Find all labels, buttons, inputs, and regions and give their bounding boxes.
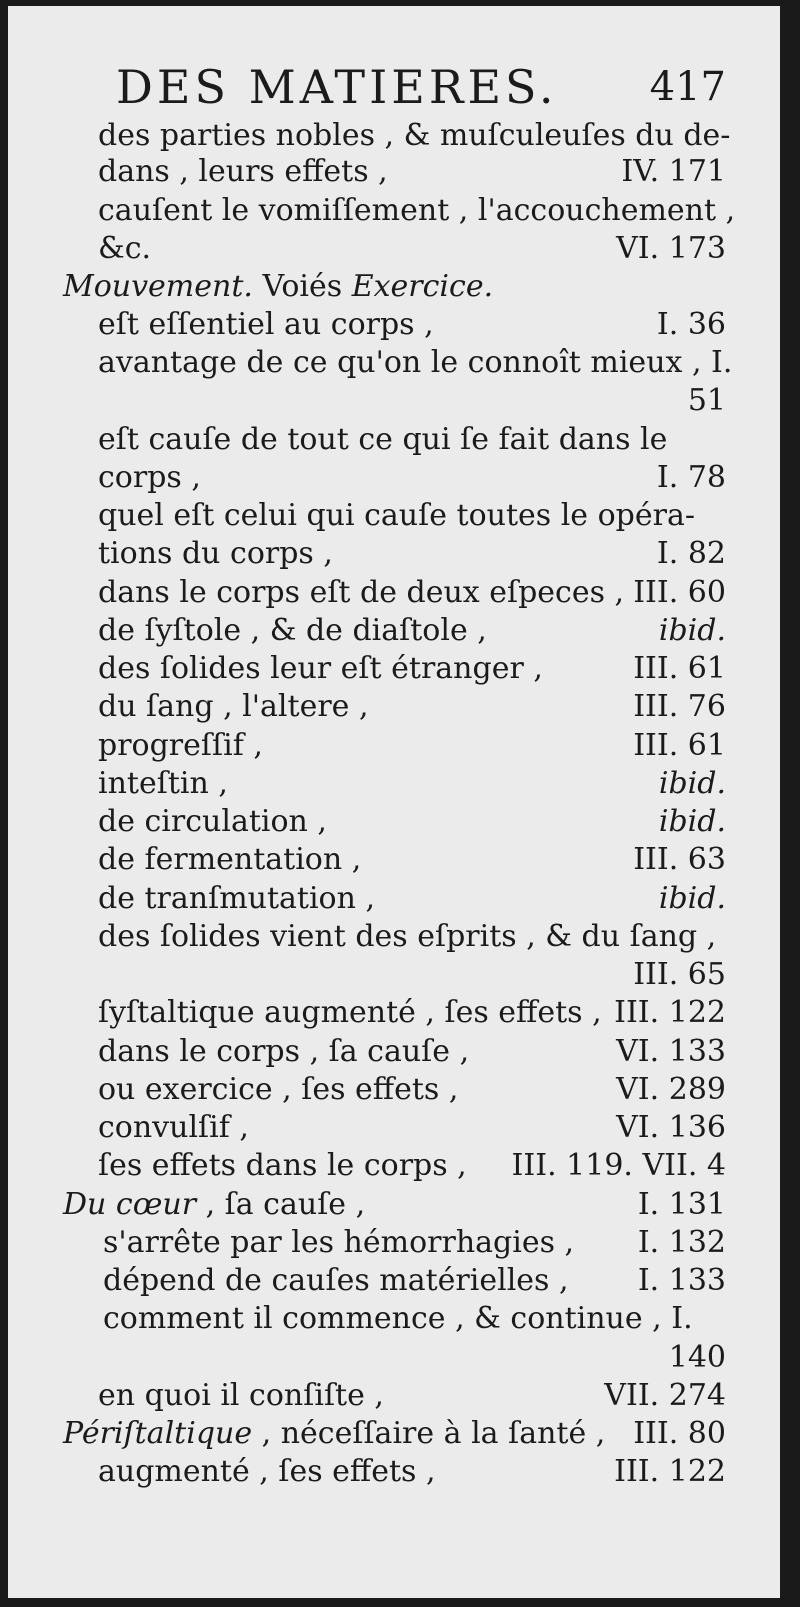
book-page: [8, 6, 780, 1598]
entry-text: de ſyſtole , & de diaſtole ,: [98, 613, 487, 648]
entry-reference: III. 61: [633, 728, 726, 763]
entry-reference: III. 76: [633, 689, 726, 724]
entry-reference: III. 122: [614, 1454, 726, 1489]
index-entry-line: [98, 881, 726, 917]
entry-text: comment il commence , & continue , I.: [103, 1301, 693, 1336]
index-entry-line: [98, 498, 726, 534]
index-entry-heading: [63, 1187, 726, 1223]
entry-head-term: Périſtaltique: [63, 1416, 253, 1451]
index-entry-line: [98, 118, 731, 154]
index-entry-line: [98, 345, 733, 381]
entry-text: dans , leurs effets ,: [98, 154, 388, 189]
entry-reference: ibid.: [658, 804, 726, 839]
entry-text: de tranſmutation ,: [98, 881, 376, 916]
entry-text: [63, 269, 493, 305]
index-entry-line: [103, 1340, 726, 1376]
index-entry-heading: [63, 1416, 726, 1452]
entry-head-term: Mouvement.: [63, 269, 253, 304]
entry-text: de circulation ,: [98, 804, 327, 839]
header-title: DES MATIERES.: [116, 60, 558, 114]
index-entry-line: [98, 1072, 726, 1108]
entry-text: eſt cauſe de tout ce qui ſe fait dans le: [98, 422, 668, 457]
entry-reference: III. 65: [633, 957, 726, 992]
running-header: [116, 58, 726, 116]
index-entry-line: [103, 1225, 726, 1261]
entry-reference: 140: [668, 1340, 726, 1375]
entry-text: &c.: [98, 231, 152, 266]
index-entry-line: [98, 651, 726, 687]
entry-reference: VI. 173: [616, 231, 726, 266]
index-entry-line: [98, 689, 726, 725]
entry-reference: 51: [687, 383, 726, 418]
entry-rest: , néceſſaire à la ſanté ,: [252, 1416, 606, 1451]
entry-text: eſt eſſentiel au corps ,: [98, 307, 434, 342]
entry-text: ſes effets dans le corps ,: [98, 1148, 467, 1183]
index-entry-line: [98, 307, 726, 343]
entry-text: dépend de cauſes matérielles ,: [103, 1263, 569, 1298]
page-number: 417: [649, 64, 726, 110]
entry-reference: I. 131: [637, 1187, 726, 1222]
entry-reference: III. 119. VII. 4: [511, 1148, 726, 1183]
entry-text: dans le corps eſt de deux eſpeces ,: [98, 575, 625, 610]
entry-reference: ibid.: [658, 766, 726, 801]
entry-reference: I. 133: [637, 1263, 726, 1298]
index-entry-line: [98, 1378, 726, 1414]
entry-reference: III. 60: [633, 575, 726, 610]
index-entry-line: [98, 1110, 726, 1146]
entry-reference: I. 36: [656, 307, 726, 342]
index-entry-line: [98, 422, 726, 458]
entry-text: progreſſif ,: [98, 728, 263, 763]
entry-reference: VI. 133: [616, 1034, 726, 1069]
entry-head-term: Du cœur: [63, 1187, 197, 1222]
entry-see-text: Voiés: [252, 269, 352, 304]
index-entry-line: [98, 995, 726, 1031]
index-entry-line: [98, 842, 726, 878]
entry-reference: I. 132: [637, 1225, 726, 1260]
entry-reference: IV. 171: [621, 154, 726, 189]
entry-text: en quoi il conſiſte ,: [98, 1378, 384, 1413]
index-entry-line: [98, 1454, 726, 1490]
entry-reference: VII. 274: [604, 1378, 726, 1413]
entry-reference: I. 82: [656, 536, 726, 571]
entry-text: ſyſtaltique augmenté , ſes effets ,: [98, 995, 602, 1030]
index-entry-line: [98, 231, 726, 267]
entry-reference: III. 122: [614, 995, 726, 1030]
index-entry-line: [98, 766, 726, 802]
entry-see-term: Exercice.: [351, 269, 494, 304]
entry-reference: III. 61: [633, 651, 726, 686]
index-entry-line: [103, 1301, 726, 1337]
entry-reference: III. 80: [633, 1416, 726, 1451]
entry-text: [63, 1187, 365, 1223]
index-entry-line: [98, 1148, 726, 1184]
entry-text: quel eſt celui qui cauſe toutes le opéra-: [98, 498, 695, 533]
entry-reference: I. 78: [656, 460, 726, 495]
entry-text: convulſif ,: [98, 1110, 249, 1145]
index-entry-line: [98, 613, 726, 649]
index-entry-line: [98, 383, 726, 419]
entry-text: ou exercice , ſes effets ,: [98, 1072, 459, 1107]
entry-rest: , ſa cauſe ,: [196, 1187, 366, 1222]
entry-text: des ſolides leur eſt étranger ,: [98, 651, 543, 686]
index-entry-line: [103, 1263, 726, 1299]
index-entry-line: [98, 1034, 726, 1070]
entry-text: avantage de ce qu'on le connoît mieux , I.: [98, 345, 733, 380]
index-entry-line: [98, 154, 726, 190]
entry-text: des ſolides vient des eſprits , & du ſang ,: [98, 919, 717, 954]
entry-text: augmenté , ſes effets ,: [98, 1454, 436, 1489]
entry-text: des parties nobles , & muſculeuſes du de-: [98, 118, 731, 153]
index-entry-heading: [63, 269, 726, 305]
index-entry-line: [98, 919, 726, 955]
index-entry-line: [98, 957, 726, 993]
entry-text: inteſtin ,: [98, 766, 228, 801]
entry-text: tions du corps ,: [98, 536, 333, 571]
index-entry-line: [98, 536, 726, 572]
entry-reference: ibid.: [658, 613, 726, 648]
index-entry-line: [98, 575, 726, 611]
entry-text: du ſang , l'altere ,: [98, 689, 369, 724]
index-entry-line: [98, 193, 736, 229]
index-entry-line: [98, 728, 726, 764]
index-entry-line: [98, 460, 726, 496]
entry-reference: VI. 289: [616, 1072, 726, 1107]
entry-text: cauſent le vomiſſement , l'accouchement ,: [98, 193, 736, 228]
entry-text: s'arrête par les hémorrhagies ,: [103, 1225, 575, 1260]
entry-text: dans le corps , ſa cauſe ,: [98, 1034, 470, 1069]
index-entry-line: [98, 804, 726, 840]
entry-text: [63, 1416, 605, 1452]
entry-reference: ibid.: [658, 881, 726, 916]
entry-reference: III. 63: [633, 842, 726, 877]
entry-text: de fermentation ,: [98, 842, 362, 877]
entry-reference: VI. 136: [616, 1110, 726, 1145]
entry-text: corps ,: [98, 460, 201, 495]
